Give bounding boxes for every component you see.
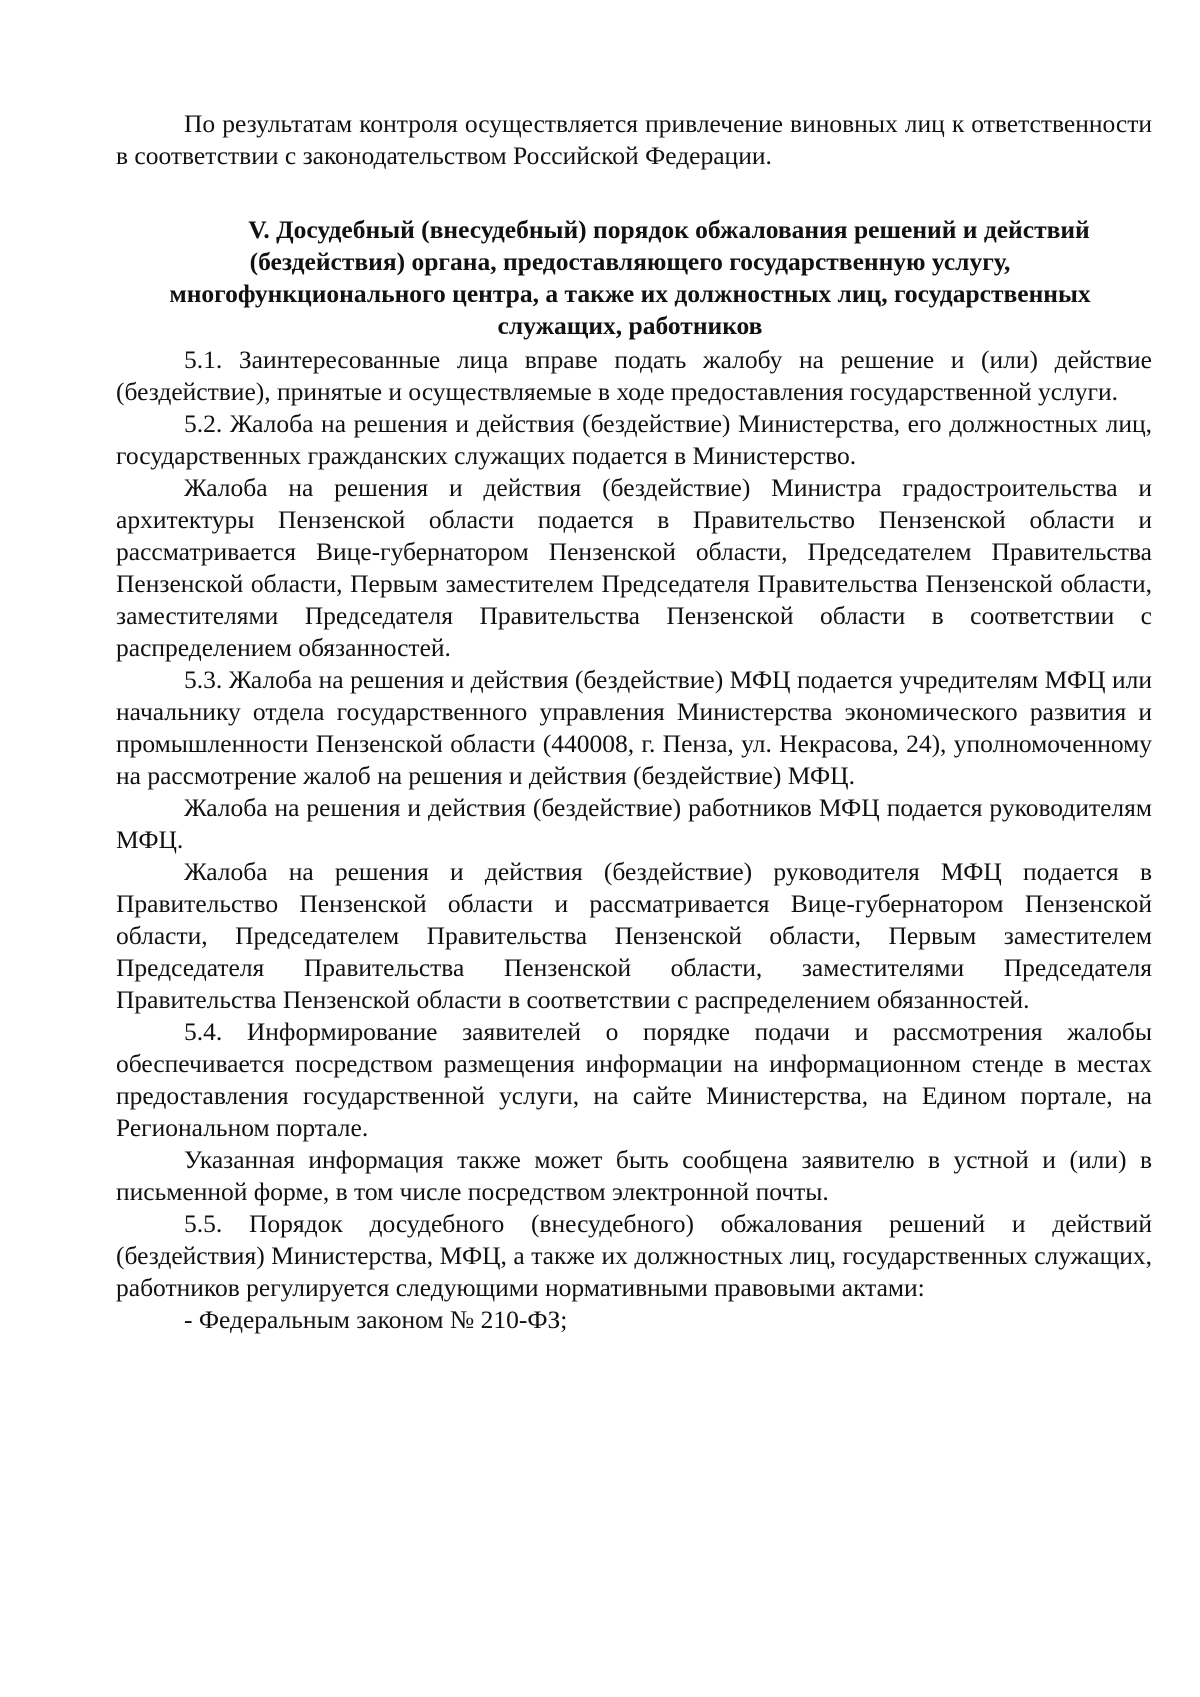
section-heading-line-2: (бездействия) органа, предоставляющего государственную услугу,: [249, 247, 1011, 276]
section-heading-line-3: многофункционального центра, а также их должностных лиц, государственных: [169, 279, 1091, 308]
paragraph-5-5: 5.5. Порядок досудебного (внесудебного) обжалования решений и действий (бездействия) Министерства, МФЦ, а также их должностных лиц, государственных служащих, работников регулируется следующими нормативными правовыми актами:: [116, 1209, 1152, 1302]
paragraph-5-4: 5.4. Информирование заявителей о порядке подачи и рассмотрения жалобы обеспечивается посредством размещения информации на информационном стенде в местах предоставления государственной услуги, на сайте Министерства, на Едином портале, на Региональном портале.: [116, 1017, 1152, 1142]
intro-paragraph: По результатам контроля осуществляется привлечение виновных лиц к ответственности в соответствии с законодательством Российской Федерации.: [116, 109, 1152, 170]
paragraph-5-1: 5.1. Заинтересованные лица вправе подать жалобу на решение и (или) действие (бездействие), принятые и осуществляемые в ходе предоставления государственной услуги.: [116, 345, 1152, 406]
list-item-federal-law: - Федеральным законом № 210-ФЗ;: [184, 1305, 568, 1334]
paragraph-5-2: 5.2. Жалоба на решения и действия (бездействие) Министерства, его должностных лиц, государственных гражданских служащих подается в Министерство.: [116, 409, 1152, 470]
paragraph-minister-complaint: Жалоба на решения и действия (бездействие) Министра градостроительства и архитектуры Пензенской области подается в Правительство Пензенской области и рассматривается Вице-губернатором Пензенской области, Председателем Правительства Пензенской области, Первым заместителем Председателя Правительства Пензенской области, заместителями Председателя Правительства Пензенской области в соответствии с распределением обязанностей.: [116, 473, 1152, 662]
paragraph-5-3: 5.3. Жалоба на решения и действия (бездействие) МФЦ подается учредителям МФЦ или начальнику отдела государственного управления Министерства экономического развития и промышленности Пензенской области (440008, г. Пенза, ул. Некрасова, 24), уполномоченному на рассмотрение жалоб на решения и действия (бездействие) МФЦ.: [116, 665, 1152, 790]
paragraph-mfc-head-complaint: Жалоба на решения и действия (бездействие) руководителя МФЦ подается в Правительство Пензенской области и рассматривается Вице-губернатором Пензенской области, Председателем Правительства Пензенской области, Первым заместителем Председателя Правительства Пензенской области, заместителями Председателя Правительства Пензенской области в соответствии с распределением обязанностей.: [116, 857, 1152, 1014]
section-heading: [116, 214, 1152, 342]
paragraph-info-oral-written: Указанная информация также может быть сообщена заявителю в устной и (или) в письменной форме, в том числе посредством электронной почты.: [116, 1145, 1152, 1206]
section-heading-line-1: V. Досудебный (внесудебный) порядок обжалования решений и действий: [248, 215, 1090, 244]
paragraph-mfc-workers-complaint: Жалоба на решения и действия (бездействие) работников МФЦ подается руководителям МФЦ.: [116, 793, 1152, 854]
section-heading-line-4: служащих, работников: [497, 311, 763, 340]
